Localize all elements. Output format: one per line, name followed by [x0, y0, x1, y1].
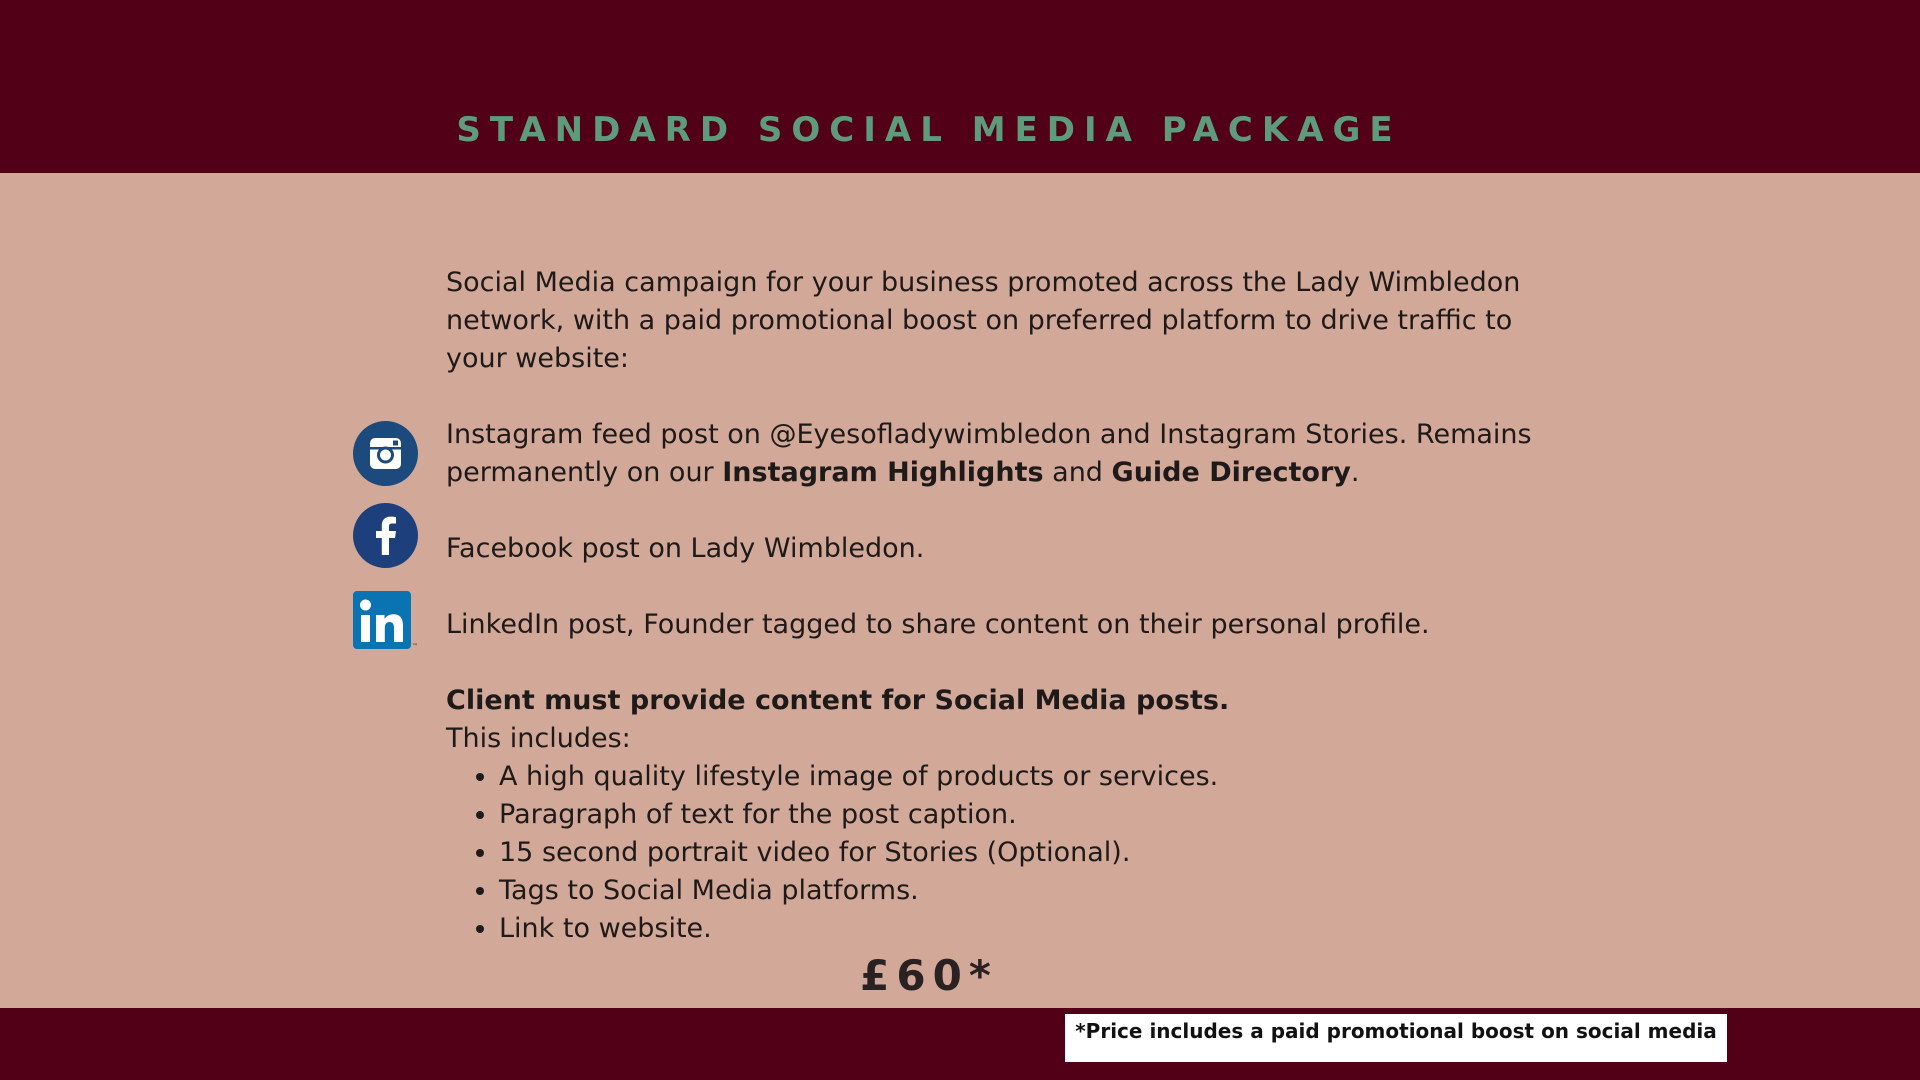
list-item: • Link to website. [499, 910, 1556, 948]
intro-paragraph: Social Media campaign for your business promoted across the Lady Wimbledon network, with a paid promotional boost on preferred platform to drive traffic to your website: [446, 267, 1521, 374]
instagram-icon [353, 421, 418, 486]
includes-label: This includes: [446, 723, 631, 754]
client-heading: Client must provide content for Social Media posts. [446, 685, 1230, 716]
instagram-period: . [1350, 457, 1360, 488]
instagram-and: and [1043, 457, 1112, 488]
facebook-description: Facebook post on Lady Wimbledon. [446, 533, 925, 564]
instagram-description [446, 416, 1556, 492]
list-item: • Paragraph of text for the post caption. [499, 796, 1556, 834]
list-item: • Tags to Social Media platforms. [499, 872, 1556, 910]
page-title: STANDARD SOCIAL MEDIA PACKAGE [456, 110, 1402, 150]
list-item: • A high quality lifestyle image of products or services. [499, 758, 1556, 796]
price: £60* [860, 951, 998, 1000]
list-item: • 15 second portrait video for Stories (Optional). [499, 834, 1556, 872]
client-requirements [446, 682, 1556, 948]
svg-text:™: ™ [412, 643, 418, 650]
linkedin-icon [353, 591, 419, 651]
requirements-list [446, 758, 1556, 948]
instagram-highlights-label: Instagram Highlights [722, 457, 1044, 488]
guide-directory-label: Guide Directory [1111, 457, 1351, 488]
facebook-icon [353, 503, 418, 568]
price-note-box [1065, 1014, 1727, 1062]
linkedin-description: LinkedIn post, Founder tagged to share content on their personal profile. [446, 609, 1430, 640]
price-note: *Price includes a paid promotional boost on social media [1075, 1019, 1717, 1043]
instagram-text: Instagram feed post on @Eyesofladywimbledon and Instagram Stories. Remains permanently on our [446, 419, 1532, 488]
